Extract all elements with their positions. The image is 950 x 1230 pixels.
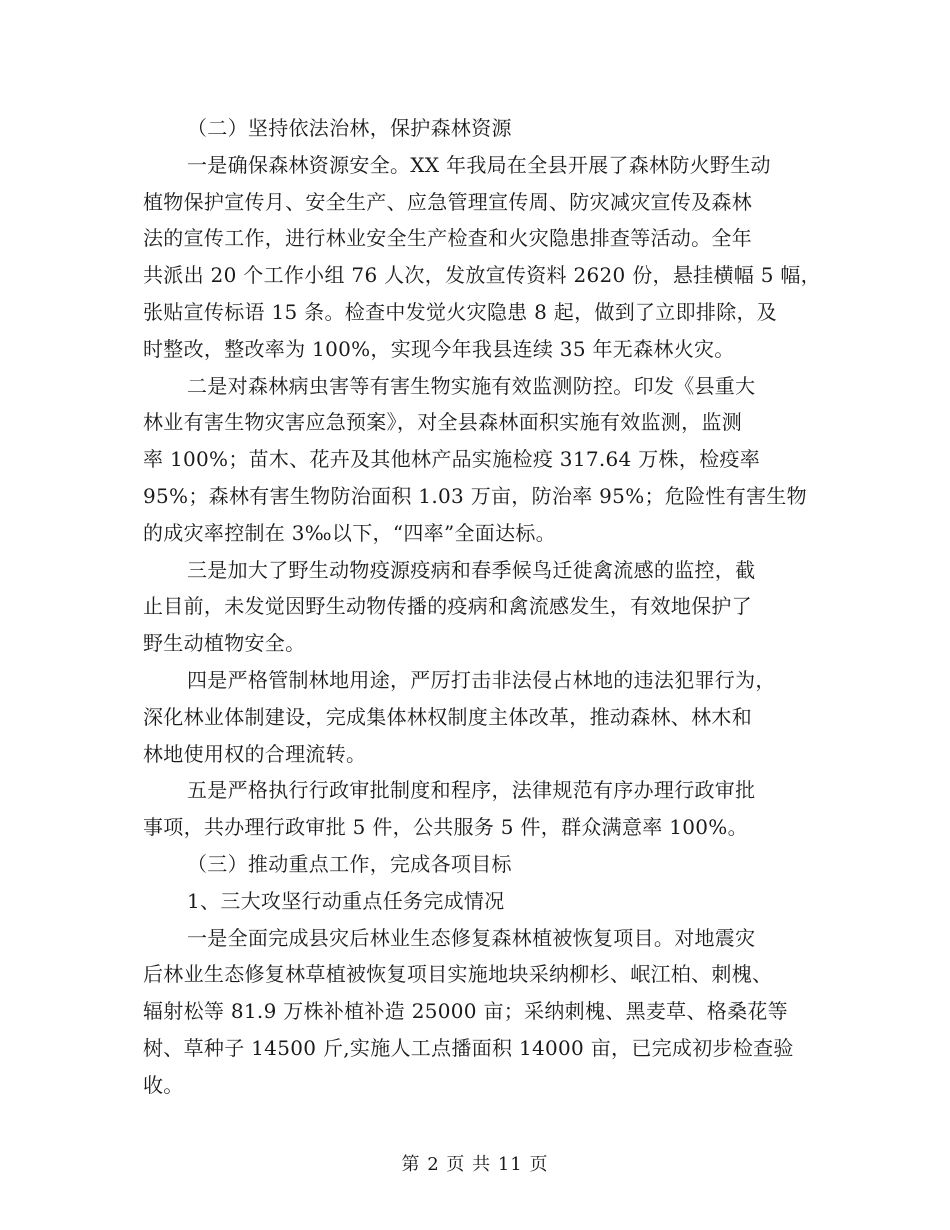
page-footer: 第 2 页 共 11 页	[401, 1154, 549, 1175]
text-line: 三是加大了野生动物疫源疫病和春季候鸟迁徙禽流感的监控，截	[187, 557, 756, 582]
text-line: 深化林业体制建设，完成集体林权制度主体改革，推动森林、林木和	[143, 704, 752, 729]
text-line: （二）坚持依法治林，保护森林资源	[187, 116, 512, 140]
text-line: 辐射松等 81.9 万株补植补造 25000 亩；采纳刺槐、黑麦草、格桑花等	[143, 999, 788, 1024]
text-line: 率 100%；苗木、花卉及其他林产品实施检疫 317.64 万株，检疫率	[143, 447, 761, 472]
text-line: 收。	[143, 1072, 184, 1097]
text-line: 四是严格管制林地用途，严厉打击非法侵占林地的违法犯罪行为，	[187, 667, 776, 692]
text-line: 二是对森林病虫害等有害生物实施有效监测防控。印发《县重大	[187, 373, 756, 398]
text-line: 法的宣传工作，进行林业安全生产检查和火灾隐患排查等活动。全年	[143, 226, 752, 251]
text-line: 野生动植物安全。	[143, 631, 306, 656]
text-line: 张贴宣传标语 15 条。检查中发觉火灾隐患 8 起，做到了立即排除，及	[143, 299, 778, 324]
text-line: 后林业生态修复林草植被恢复项目实施地块采纳柳杉、岷江柏、刺槐、	[143, 962, 773, 987]
text-line: 一是全面完成县灾后林业生态修复森林植被恢复项目。对地震灾	[187, 925, 756, 950]
text-line: 95%；森林有害生物防治面积 1.03 万亩，防治率 95%；危险性有害生物	[143, 483, 807, 508]
text-line: 止目前，未发觉因野生动物传播的疫病和禽流感发生，有效地保护了	[143, 594, 752, 619]
document-body	[143, 110, 821, 1104]
text-line: 树、草种子 14500 斤,实施人工点播面积 14000 亩，已完成初步检查验	[143, 1035, 794, 1060]
text-line: 五是严格执行行政审批制度和程序，法律规范有序办理行政审批	[187, 778, 756, 803]
text-line: 一是确保森林资源安全。XX 年我局在全县开展了森林防火野生动	[187, 152, 771, 177]
text-line: 林地使用权的合理流转。	[143, 741, 367, 766]
text-line: 时整改，整改率为 100%，实现今年我县连续 35 年无森林火灾。	[143, 336, 735, 361]
text-line: 植物保护宣传月、安全生产、应急管理宣传周、防灾减灾宣传及森林	[143, 189, 752, 214]
text-line: 事项，共办理行政审批 5 件，公共服务 5 件，群众满意率 100%。	[143, 815, 748, 840]
text-line: 1、三大攻坚行动重点任务完成情况	[187, 888, 505, 913]
text-line: 共派出 20 个工作小组 76 人次，发放宣传资料 2620 份，悬挂横幅 5 幅，	[143, 263, 821, 288]
text-line: （三）推动重点工作，完成各项目标	[187, 851, 512, 876]
text-line: 的成灾率控制在 3‰以下，“四率”全面达标。	[143, 520, 556, 545]
text-line: 林业有害生物灾害应急预案》，对全县森林面积实施有效监测，监测	[143, 410, 742, 435]
